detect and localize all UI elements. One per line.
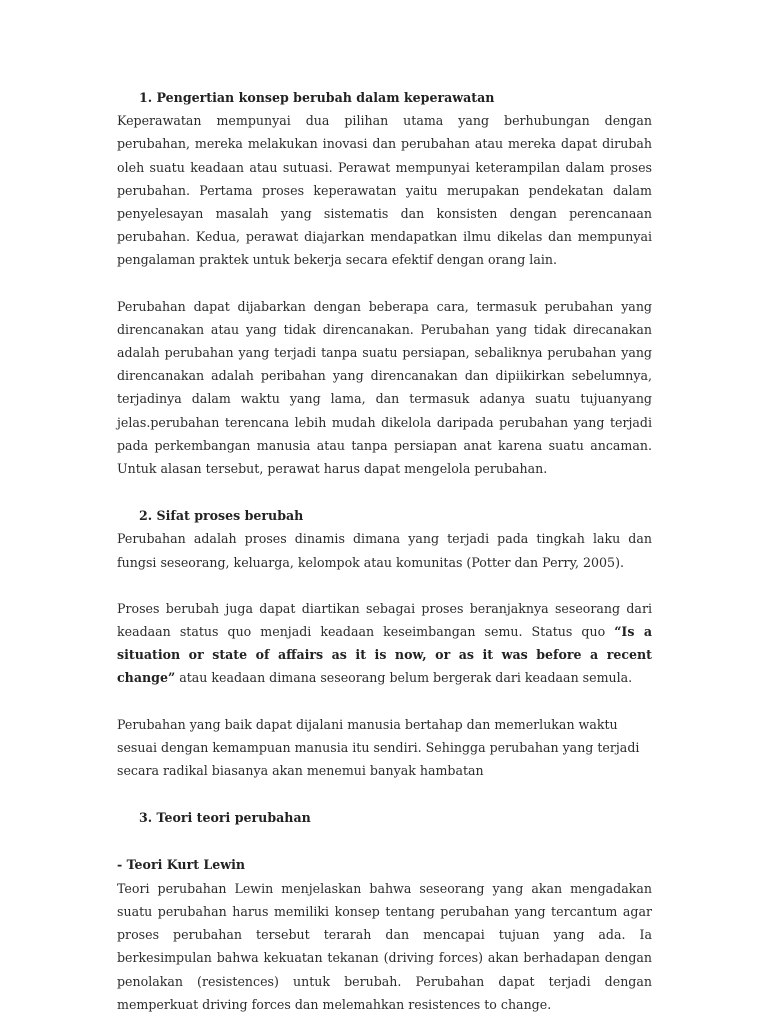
section-2-paragraph-1: Perubahan adalah proses dinamis dimana yang terjadi pada tingkah laku dan fungsi seseorang, keluarga, kelompok atau komunitas (Potter dan Perry, 2005). xyxy=(117,531,652,570)
section-1-heading: 1. Pengertian konsep berubah dalam keperawatan xyxy=(139,90,495,105)
section-3-heading: 3. Teori teori perubahan xyxy=(139,810,311,826)
section-2-heading: 2. Sifat proses berubah xyxy=(139,508,304,524)
section-2-paragraph-2 xyxy=(117,597,652,690)
section-3-subheading: - Teori Kurt Lewin xyxy=(117,857,246,873)
paragraph-gap xyxy=(117,782,652,806)
paragraph-gap xyxy=(117,272,652,295)
paragraph-gap xyxy=(117,690,652,713)
section-1-paragraph-2: Perubahan dapat dijabarkan dengan beberapa cara, termasuk perubahan yang direncanakan atau yang tidak direncanakan. Perubahan yang tidak direcanakan adalah perubahan yang terjadi tanpa suatu persiapan, sebaliknya perubahan yang direncanakan adalah peribahan yang direncanakan dan dipiikirkan sebelumnya, terjadinya dalam waktu yang lama, dan termasuk adanya suatu tujuanyang jelas.perubahan terencana lebih mudah dikelola daripada perubahan yang terjadi pada perkembangan manusia atau tanpa persiapan anat karena suatu ancaman. Untuk alasan tersebut, perawat harus dapat mengelola perubahan. xyxy=(117,298,652,477)
section-1-paragraph-1: Keperawatan mempunyai dua pilihan utama yang berhubungan dengan perubahan, mereka melakukan inovasi dan perubahan atau mereka dapat dirubah oleh suatu keadaan atau sutuasi. Perawat mempunyai keterampilan dalam proses perubahan. Pertama proses keperawatan yaitu merupakan pendekatan dalam penyelesayan masalah yang sistematis dan konsisten dengan perencanaan perubahan. Kedua, perawat diajarkan mendapatkan ilmu dikelas dan mempunyai pengalaman praktek untuk bekerja secara efektif dengan orang lain. xyxy=(117,113,652,268)
section-3-paragraph-1: Teori perubahan Lewin menjelaskan bahwa seseorang yang akan mengadakan suatu perubahan harus memiliki konsep tentang perubahan yang tercantum agar proses perubahan tersebut terarah dan mencapai tujuan yang ada. Ia berkesimpulan bahwa kekuatan tekanan (driving forces) akan berhadapan dengan penolakan (resistences) untuk berubah. Perubahan dapat terjadi dengan memperkuat driving forces dan melemahkan resistences to change. xyxy=(117,880,652,1012)
status-quo-definition-quote: “Is a situation or state of affairs as it is now, or as it was before a recent change” xyxy=(117,624,652,686)
section-2-paragraph-2-text-end: atau keadaan dimana seseorang belum bergerak dari keadaan semula. xyxy=(175,670,633,686)
section-2-paragraph-2-text-start: Proses berubah juga dapat diartikan sebagai proses beranjaknya seseorang dari keadaan status quo menjadi keadaan keseimbangan semu. Status quo xyxy=(117,600,652,640)
paragraph-gap xyxy=(117,829,652,853)
paragraph-gap xyxy=(117,480,652,504)
section-2-paragraph-3: Perubahan yang baik dapat dijalani manusia bertahap dan memerlukan waktu sesuai dengan kemampuan manusia itu sendiri. Sehingga perubahan yang terjadi secara radikal biasanya akan menemui banyak hambatan xyxy=(117,716,640,779)
paragraph-gap xyxy=(117,574,652,597)
document-page xyxy=(117,86,652,1016)
